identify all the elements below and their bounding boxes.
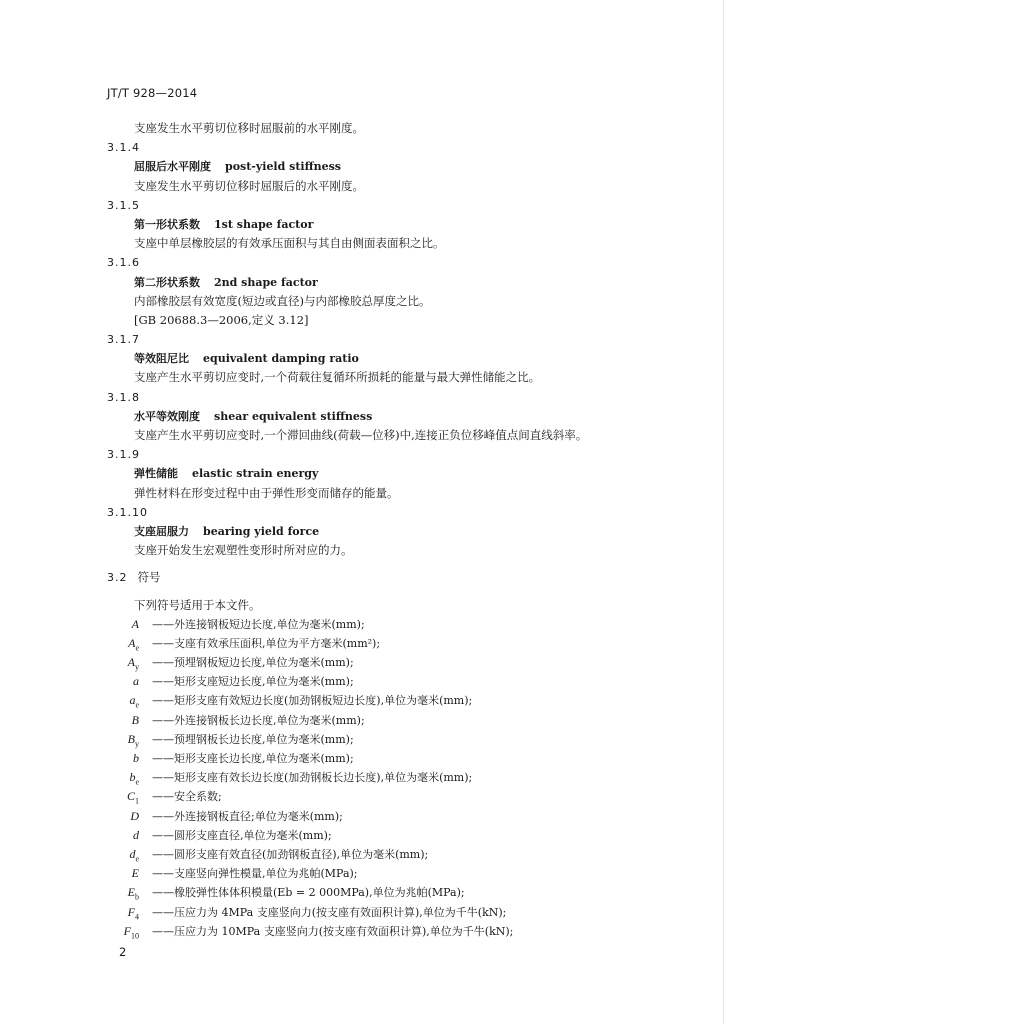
definition-text: 支座中单层橡胶层的有效承压面积与其自由侧面表面积之比。 xyxy=(134,236,445,251)
symbol: $a_e$ xyxy=(129,693,139,710)
definition-text: 支座开始发生宏观塑性变形时所对应的力。 xyxy=(134,543,353,558)
definition-text: [GB 20688.3—2006,定义 3.12] xyxy=(134,312,309,327)
term-english: post-yield stiffness xyxy=(225,160,341,174)
definition-number: 3.1.8 xyxy=(107,390,140,404)
symbol-row xyxy=(107,922,717,941)
symbol: D xyxy=(130,808,139,823)
symbol-description: ——矩形支座有效长边长度(加劲钢板长边长度),单位为毫米(mm); xyxy=(152,771,473,785)
symbol-description: ——预埋钢板长边长度,单位为毫米(mm); xyxy=(152,732,354,746)
term-chinese: 第一形状系数 xyxy=(134,217,200,231)
symbol-description: ——预埋钢板短边长度,单位为毫米(mm); xyxy=(152,656,354,670)
definition-term xyxy=(107,273,717,292)
symbol-row xyxy=(107,768,717,787)
symbol: $b_e$ xyxy=(129,770,139,787)
symbol-description: ——圆形支座有效直径(加劲钢板直径),单位为毫米(mm); xyxy=(152,847,429,861)
section-number: 3.2 xyxy=(107,571,128,585)
symbol: $E_b$ xyxy=(127,885,139,902)
symbol: $A_y$ xyxy=(127,655,139,672)
symbol: $F_4$ xyxy=(127,904,139,921)
term-chinese: 等效阻尼比 xyxy=(134,352,189,366)
term-chinese: 支座屈服力 xyxy=(134,524,189,538)
symbol-description: ——矩形支座短边长度,单位为毫米(mm); xyxy=(152,675,354,689)
symbols-intro: 下列符号适用于本文件。 xyxy=(134,597,261,612)
symbol-description: ——矩形支座有效短边长度(加劲钢板短边长度),单位为毫米(mm); xyxy=(152,694,473,708)
symbol-row xyxy=(107,826,717,845)
term-english: 1st shape factor xyxy=(214,217,314,231)
standard-code-header: JT/T 928—2014 xyxy=(107,86,198,100)
definition-term xyxy=(107,522,717,541)
definitions-list xyxy=(107,138,717,560)
definition-text: 支座发生水平剪切位移时屈服后的水平刚度。 xyxy=(134,178,364,193)
page-number: 2 xyxy=(119,945,127,959)
definition-text: 支座产生水平剪切应变时,一个荷载往复循环所损耗的能量与最大弹性储能之比。 xyxy=(134,370,541,385)
definition-number: 3.1.9 xyxy=(107,448,140,462)
term-english: 2nd shape factor xyxy=(214,275,318,289)
symbol: $d_e$ xyxy=(129,846,139,864)
definition-term xyxy=(107,349,717,368)
term-chinese: 屈服后水平刚度 xyxy=(134,160,211,174)
symbol-row xyxy=(107,634,717,653)
term-english: elastic strain energy xyxy=(192,467,319,481)
term-english: equivalent damping ratio xyxy=(203,352,359,366)
symbol-row xyxy=(107,807,717,826)
symbol-row xyxy=(107,845,717,864)
definition-text: 内部橡胶层有效宽度(短边或直径)与内部橡胶总厚度之比。 xyxy=(134,293,431,308)
definition-term xyxy=(107,464,717,483)
symbol: $C_1$ xyxy=(126,789,139,806)
definition-number: 3.1.10 xyxy=(107,505,148,519)
symbol: b xyxy=(133,751,139,765)
symbol-description: ——安全系数; xyxy=(152,790,222,804)
symbol-description: ——支座竖向弹性模量,单位为兆帕(MPa); xyxy=(152,867,358,881)
definition-number: 3.1.7 xyxy=(107,333,140,347)
term-chinese: 弹性储能 xyxy=(134,467,178,481)
term-english: bearing yield force xyxy=(203,524,320,538)
symbol-row xyxy=(107,615,717,634)
symbol-description: ——压应力为 10MPa 支座竖向力(按支座有效面积计算),单位为千牛(kN); xyxy=(152,924,514,938)
symbol-description: ——圆形支座直径,单位为毫米(mm); xyxy=(152,828,332,842)
continuation-text: 支座发生水平剪切位移时屈服前的水平刚度。 xyxy=(134,121,364,135)
symbol-description: ——橡胶弹性体体积模量(Eb = 2 000MPa),单位为兆帕(MPa); xyxy=(152,886,465,900)
definition-text: 支座产生水平剪切应变时,一个滞回曲线(荷载—位移)中,连接正负位移峰值点间直线斜率。 xyxy=(134,428,588,442)
symbol: A xyxy=(131,616,139,631)
symbol-row xyxy=(107,749,717,768)
symbol-row xyxy=(107,711,717,730)
symbols-list xyxy=(107,615,717,941)
symbol-row xyxy=(107,730,717,749)
document-body xyxy=(107,119,717,941)
symbol-description: ——外连接钢板长边长度,单位为毫米(mm); xyxy=(152,713,365,727)
symbol: $B_y$ xyxy=(127,731,139,749)
symbol: a xyxy=(133,674,139,689)
symbol: E xyxy=(131,866,139,881)
symbol: B xyxy=(131,712,139,727)
definition-number: 3.1.5 xyxy=(107,198,140,212)
section-heading xyxy=(107,568,717,587)
symbol: $F_{10}$ xyxy=(123,923,139,941)
definition-text: 弹性材料在形变过程中由于弹性形变而储存的能量。 xyxy=(134,485,399,500)
symbol-description: ——支座有效承压面积,单位为平方毫米(mm²); xyxy=(152,636,381,650)
symbol-row xyxy=(107,653,717,672)
definition-term xyxy=(107,215,717,234)
term-chinese: 水平等效刚度 xyxy=(134,409,200,423)
term-chinese: 第二形状系数 xyxy=(134,275,200,289)
symbol-row xyxy=(107,672,717,691)
definition-term xyxy=(107,407,717,426)
section-title: 符号 xyxy=(137,570,161,585)
definition-number: 3.1.4 xyxy=(107,141,140,155)
page-divider xyxy=(723,0,724,1024)
symbol: d xyxy=(133,827,139,842)
symbol-description: ——外连接钢板短边长度,单位为毫米(mm); xyxy=(152,617,365,631)
symbol-description: ——矩形支座长边长度,单位为毫米(mm); xyxy=(152,752,354,765)
symbol-row xyxy=(107,864,717,883)
definition-number: 3.1.6 xyxy=(107,256,140,270)
symbol-description: ——压应力为 4MPa 支座竖向力(按支座有效面积计算),单位为千牛(kN); xyxy=(152,905,507,919)
term-english: shear equivalent stiffness xyxy=(214,409,373,423)
definition-term xyxy=(107,157,717,176)
symbol-description: ——外连接钢板直径;单位为毫米(mm); xyxy=(152,809,343,823)
symbol: $A_e$ xyxy=(128,635,139,653)
symbol-row xyxy=(107,903,717,922)
symbol-row xyxy=(107,691,717,710)
symbol-row xyxy=(107,787,717,806)
symbol-row xyxy=(107,883,717,902)
